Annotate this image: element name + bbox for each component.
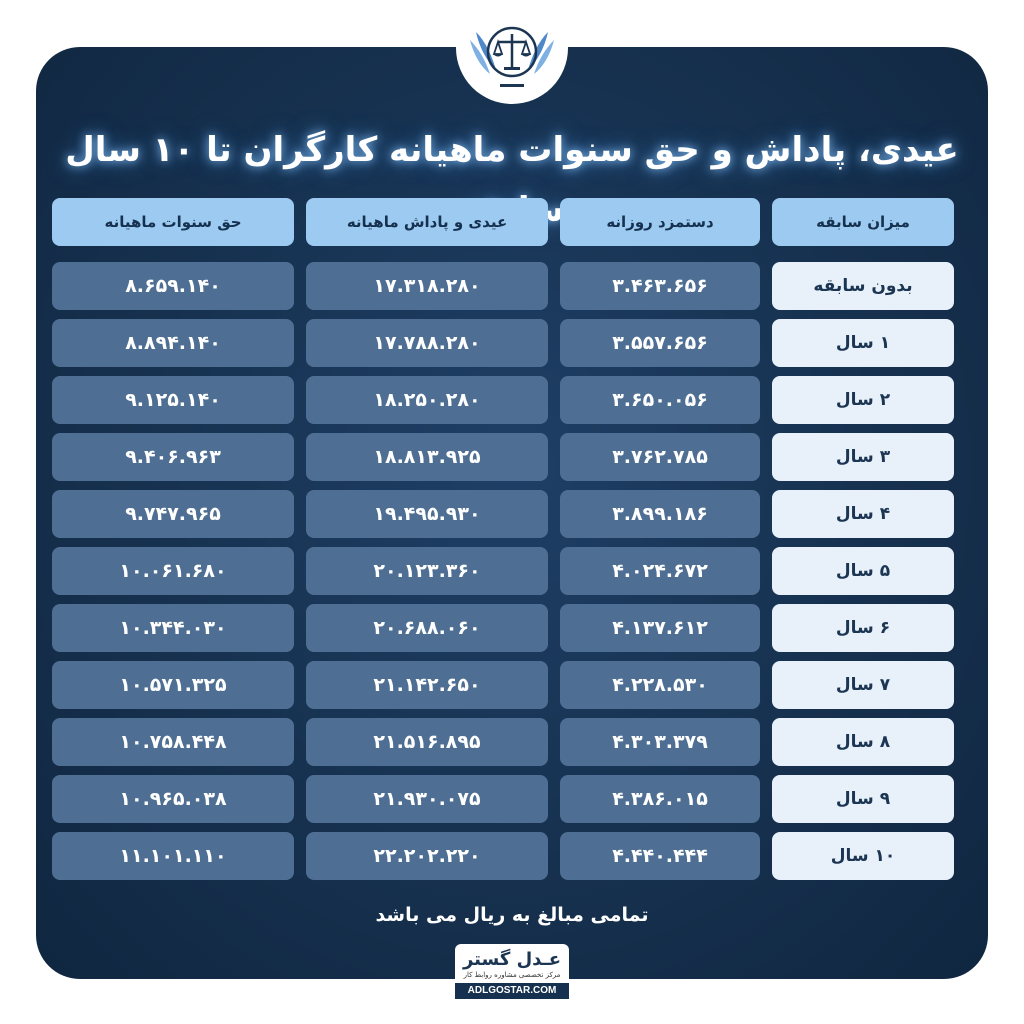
experience-cell: ۱۰ سال — [772, 832, 954, 880]
severance-cell: ۸.۸۹۴.۱۴۰ — [52, 319, 294, 367]
brand-url-link[interactable]: ADLGOSTAR.COM — [455, 983, 569, 999]
severance-cell: ۱۰.۳۴۴.۰۳۰ — [52, 604, 294, 652]
daily-wage-cell: ۳.۶۵۰.۰۵۶ — [560, 376, 760, 424]
experience-cell: ۹ سال — [772, 775, 954, 823]
bonus-cell: ۲۰.۱۲۳.۳۶۰ — [306, 547, 548, 595]
column-header-severance: حق سنوات ماهیانه — [52, 198, 294, 246]
bonus-cell: ۲۰.۶۸۸.۰۶۰ — [306, 604, 548, 652]
column-header-experience: میزان سابقه — [772, 198, 954, 246]
column-header-bonus: عیدی و پاداش ماهیانه — [306, 198, 548, 246]
daily-wage-cell: ۳.۵۵۷.۶۵۶ — [560, 319, 760, 367]
experience-cell: ۳ سال — [772, 433, 954, 481]
experience-cell: بدون سابقه — [772, 262, 954, 310]
bonus-cell: ۲۱.۵۱۶.۸۹۵ — [306, 718, 548, 766]
daily-wage-cell: ۴.۱۳۷.۶۱۲ — [560, 604, 760, 652]
daily-wage-cell: ۳.۷۶۲.۷۸۵ — [560, 433, 760, 481]
brand-badge[interactable] — [455, 944, 569, 1006]
experience-cell: ۵ سال — [772, 547, 954, 595]
experience-cell: ۱ سال — [772, 319, 954, 367]
experience-cell: ۷ سال — [772, 661, 954, 709]
experience-cell: ۸ سال — [772, 718, 954, 766]
brand-tagline: مرکز تخصصی مشاوره روابط کار — [463, 971, 561, 979]
daily-wage-cell: ۴.۳۰۳.۳۷۹ — [560, 718, 760, 766]
scales-with-wings-icon — [466, 12, 558, 96]
bonus-cell: ۱۸.۲۵۰.۲۸۰ — [306, 376, 548, 424]
daily-wage-cell: ۴.۳۸۶.۰۱۵ — [560, 775, 760, 823]
severance-cell: ۸.۶۵۹.۱۴۰ — [52, 262, 294, 310]
bonus-cell: ۱۷.۳۱۸.۲۸۰ — [306, 262, 548, 310]
severance-cell: ۹.۱۲۵.۱۴۰ — [52, 376, 294, 424]
severance-cell: ۹.۴۰۶.۹۶۳ — [52, 433, 294, 481]
severance-cell: ۱۰.۵۷۱.۳۲۵ — [52, 661, 294, 709]
severance-cell: ۱۱.۱۰۱.۱۱۰ — [52, 832, 294, 880]
bonus-cell: ۲۱.۱۴۲.۶۵۰ — [306, 661, 548, 709]
bonus-cell: ۱۸.۸۱۳.۹۲۵ — [306, 433, 548, 481]
daily-wage-cell: ۴.۰۲۴.۶۷۲ — [560, 547, 760, 595]
brand-name: عـدل گستر — [462, 949, 562, 970]
daily-wage-cell: ۳.۸۹۹.۱۸۶ — [560, 490, 760, 538]
currency-footnote: تمامی مبالغ به ریال می باشد — [375, 904, 649, 926]
bonus-cell: ۲۱.۹۳۰.۰۷۵ — [306, 775, 548, 823]
severance-cell: ۱۰.۰۶۱.۶۸۰ — [52, 547, 294, 595]
header-spacer — [52, 246, 954, 253]
bonus-cell: ۲۲.۲۰۲.۲۲۰ — [306, 832, 548, 880]
page-title: عیدی، پاداش و حق سنوات ماهیانه کارگران تا ۱۰ سال — [65, 130, 959, 170]
column-header-daily-wage: دستمزد روزانه — [560, 198, 760, 246]
wage-table — [52, 198, 954, 880]
bonus-cell: ۱۷.۷۸۸.۲۸۰ — [306, 319, 548, 367]
bonus-cell: ۱۹.۴۹۵.۹۳۰ — [306, 490, 548, 538]
daily-wage-cell: ۴.۲۲۸.۵۳۰ — [560, 661, 760, 709]
daily-wage-cell: ۴.۴۴۰.۴۴۴ — [560, 832, 760, 880]
experience-cell: ۶ سال — [772, 604, 954, 652]
severance-cell: ۹.۷۴۷.۹۶۵ — [52, 490, 294, 538]
experience-cell: ۲ سال — [772, 376, 954, 424]
severance-cell: ۱۰.۹۶۵.۰۳۸ — [52, 775, 294, 823]
top-logo — [456, 4, 568, 104]
severance-cell: ۱۰.۷۵۸.۴۴۸ — [52, 718, 294, 766]
experience-cell: ۴ سال — [772, 490, 954, 538]
daily-wage-cell: ۳.۴۶۳.۶۵۶ — [560, 262, 760, 310]
